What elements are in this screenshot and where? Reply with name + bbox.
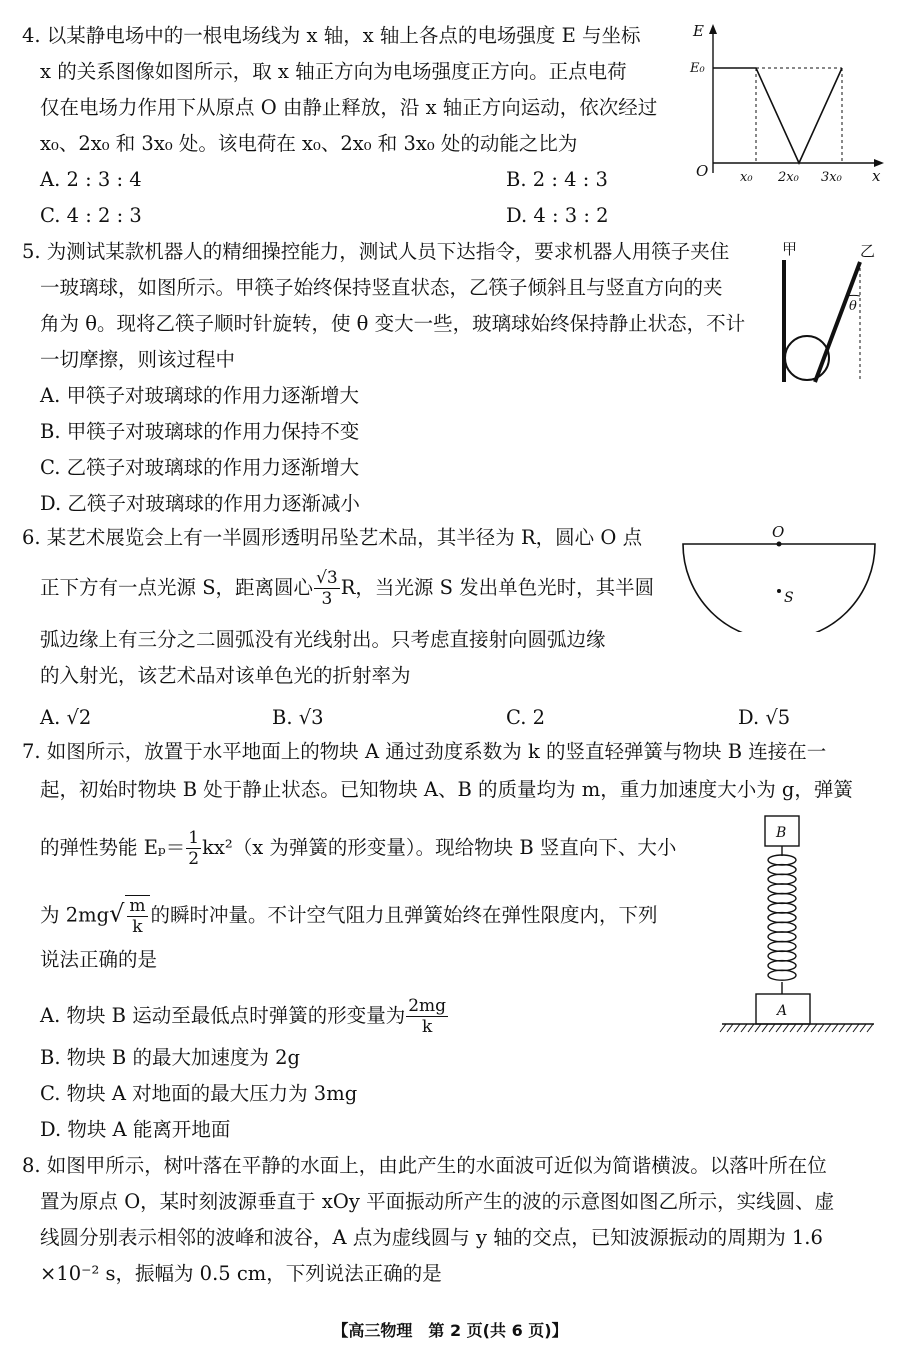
q7-line-4: 为 2mg√ $\frac{m}{k}$ 的瞬时冲量。不计空气阻力且弹簧始终在弹性限度内，下列 bbox=[40, 896, 658, 937]
q5-line-1: 5. 为测试某款机器人的精细操控能力，测试人员下达指令，要求机器人用筷子夹住 bbox=[22, 240, 730, 263]
q7-spring-coil bbox=[768, 903, 796, 913]
q7-hatch-line bbox=[846, 1024, 852, 1032]
q7-option-a[interactable]: A. 物块 B 运动至最低点时弹簧的形变量为 $\frac{2mg}{k}$ bbox=[40, 996, 447, 1037]
q7-hatch-line bbox=[720, 1024, 726, 1032]
q5-option-d[interactable]: D. 乙筷子对玻璃球的作用力逐渐减小 bbox=[40, 492, 360, 515]
q4-line-4: x₀、2x₀ 和 3x₀ 处。该电荷在 x₀、2x₀ 和 3x₀ 处的动能之比为 bbox=[40, 132, 578, 155]
q7-spring-coil bbox=[768, 884, 796, 894]
q7-hatch-line bbox=[727, 1024, 733, 1032]
q7-spring-coil bbox=[768, 932, 796, 942]
q8-line-2: 置为原点 O，某时刻波源垂直于 xOy 平面振动所产生的波的示意图如图乙所示，实线圆、虚 bbox=[40, 1190, 835, 1213]
q7-hatch-line bbox=[867, 1024, 873, 1032]
q7-spring-coil bbox=[768, 951, 796, 961]
q7-hatch-line bbox=[790, 1024, 796, 1032]
q8-line-1: 8. 如图甲所示，树叶落在平静的水面上，由此产生的水面波可近似为简谐横波。以落叶所在位 bbox=[22, 1154, 827, 1177]
q4-option-b[interactable]: B. 2 : 4 : 3 bbox=[506, 168, 608, 191]
q4-option-c[interactable]: C. 4 : 2 : 3 bbox=[40, 204, 142, 227]
q7-hatch-line bbox=[818, 1024, 824, 1032]
q7-hatch-line bbox=[755, 1024, 761, 1032]
q8-line-3: 线圆分别表示相邻的波峰和波谷，A 点为虚线圆与 y 轴的交点，已知波源振动的周期为 1.6 bbox=[40, 1226, 823, 1249]
q7-hatch-line bbox=[769, 1024, 775, 1032]
q7-spring-coil bbox=[768, 893, 796, 903]
q6-option-a[interactable]: A. √2 bbox=[40, 706, 92, 729]
q7-hatch-line bbox=[839, 1024, 845, 1032]
q4-tick-3: 3x₀ bbox=[821, 170, 842, 185]
q7-hatch-line bbox=[797, 1024, 803, 1032]
q4-option-a[interactable]: A. 2 : 3 : 4 bbox=[40, 168, 142, 191]
q7-hatch-line bbox=[811, 1024, 817, 1032]
q4-field-curve bbox=[713, 68, 842, 163]
q5-label-jia: 甲 bbox=[782, 240, 798, 258]
q6-source-label: S bbox=[784, 590, 794, 606]
q6-semicircle bbox=[683, 544, 875, 632]
q7-hatch-line bbox=[832, 1024, 838, 1032]
q4-line-1: 4. 以某静电场中的一根电场线为 x 轴，x 轴上各点的电场强度 E 与坐标 bbox=[22, 24, 641, 47]
q5-option-c[interactable]: C. 乙筷子对玻璃球的作用力逐渐增大 bbox=[40, 456, 360, 479]
q4-tick-1: x₀ bbox=[740, 170, 753, 185]
q6-option-d[interactable]: D. √5 bbox=[738, 706, 791, 729]
q4-origin-label: O bbox=[696, 162, 709, 180]
q7-hatch-line bbox=[762, 1024, 768, 1032]
q6-line-3: 弧边缘上有三分之二圆弧没有光线射出。只考虑直接射向圆弧边缘 bbox=[40, 628, 606, 651]
q7-spring-figure bbox=[718, 814, 878, 1036]
q7-hatch-line bbox=[804, 1024, 810, 1032]
q7-line-1: 7. 如图所示，放置于水平地面上的物块 A 通过劲度系数为 k 的竖直轻弹簧与物块 B 连接在一 bbox=[22, 740, 827, 763]
q4-e0-label: E₀ bbox=[690, 61, 705, 76]
q7-hatch-line bbox=[741, 1024, 747, 1032]
q7-block-b-label: B bbox=[776, 825, 787, 841]
q7-spring-coil bbox=[768, 961, 796, 971]
q5-option-a[interactable]: A. 甲筷子对玻璃球的作用力逐渐增大 bbox=[40, 384, 359, 407]
q7-spring-coil bbox=[768, 855, 796, 865]
q7-spring-coil bbox=[768, 922, 796, 932]
q5-angle-label: θ bbox=[849, 299, 857, 314]
q4-line-2: x 的关系图像如图所示，取 x 轴正方向为电场强度正方向。正点电荷 bbox=[40, 60, 627, 83]
q7-hatch-line bbox=[853, 1024, 859, 1032]
q7-ground-hatching bbox=[720, 1024, 873, 1032]
q8-line-4: ×10⁻² s，振幅为 0.5 cm，下列说法正确的是 bbox=[40, 1262, 442, 1285]
q6-semicircle-figure bbox=[680, 522, 880, 632]
q7-hatch-line bbox=[825, 1024, 831, 1032]
q4-x-axis-label: x bbox=[872, 167, 881, 185]
q7-hatch-line bbox=[748, 1024, 754, 1032]
q7-spring-coil bbox=[768, 913, 796, 923]
q7-option-d[interactable]: D. 物块 A 能离开地面 bbox=[40, 1118, 231, 1141]
q7-spring-coil bbox=[768, 865, 796, 875]
q5-line-3: 角为 θ。现将乙筷子顺时针旋转，使 θ 变大一些，玻璃球始终保持静止状态，不计 bbox=[40, 312, 746, 335]
q4-option-d[interactable]: D. 4 : 3 : 2 bbox=[506, 204, 609, 227]
q7-option-b[interactable]: B. 物块 B 的最大加速度为 2g bbox=[40, 1046, 301, 1069]
q6-line-4: 的入射光，该艺术品对该单色光的折射率为 bbox=[40, 664, 411, 687]
q7-spring-coil bbox=[768, 941, 796, 951]
q7-spring-coils bbox=[768, 855, 796, 980]
q4-y-axis-label: E bbox=[693, 22, 704, 40]
q5-chopsticks-figure bbox=[770, 236, 885, 386]
q6-option-c[interactable]: C. 2 bbox=[506, 706, 546, 729]
q7-hatch-line bbox=[783, 1024, 789, 1032]
q6-line-1: 6. 某艺术展览会上有一半圆形透明吊坠艺术品，其半径为 R，圆心 O 点 bbox=[22, 526, 643, 549]
q7-hatch-line bbox=[860, 1024, 866, 1032]
q4-e-x-graph bbox=[688, 18, 888, 190]
q6-center-label: O bbox=[772, 523, 785, 541]
q7-spring-coil bbox=[768, 970, 796, 980]
q5-option-b[interactable]: B. 甲筷子对玻璃球的作用力保持不变 bbox=[40, 420, 360, 443]
q7-line-3: 的弹性势能 Eₚ＝ $\frac{1}{2}$ kx²（x 为弹簧的形变量）。现给物块 B 竖直向下、大小 bbox=[40, 828, 677, 869]
q7-line-2: 起，初始时物块 B 处于静止状态。已知物块 A、B 的质量均为 m，重力加速度大小为 g，弹簧 bbox=[40, 778, 853, 801]
q7-block-a-label: A bbox=[777, 1003, 788, 1019]
q5-label-yi: 乙 bbox=[860, 242, 876, 260]
q4-e-x-line bbox=[713, 68, 842, 163]
q5-line-4: 一切摩擦，则该过程中 bbox=[40, 348, 236, 371]
q7-line-5: 说法正确的是 bbox=[40, 948, 158, 971]
q6-fraction: $\frac{√3}{3}$ bbox=[316, 568, 338, 609]
q4-line-3: 仅在电场力作用下从原点 O 由静止释放，沿 x 轴正方向运动，依次经过 bbox=[40, 96, 658, 119]
q7-fraction-half: $\frac{1}{2}$ bbox=[188, 828, 200, 869]
q7-hatch-line bbox=[776, 1024, 782, 1032]
page-footer: 【高三物理 第 2 页(共 6 页)】 bbox=[332, 1321, 568, 1340]
q6-line-2: 正下方有一点光源 S，距离圆心 $\frac{√3}{3}$ R，当光源 S 发出单色光时，其半圆 bbox=[40, 568, 655, 609]
q7-option-c[interactable]: C. 物块 A 对地面的最大压力为 3mg bbox=[40, 1082, 358, 1105]
q5-chopstick-yi bbox=[815, 262, 860, 382]
q7-option-a-fraction: $\frac{2mg}{k}$ bbox=[408, 996, 447, 1037]
q5-line-2: 一玻璃球，如图所示。甲筷子始终保持竖直状态，乙筷子倾斜且与竖直方向的夹 bbox=[40, 276, 723, 299]
q7-spring-coil bbox=[768, 874, 796, 884]
q4-tick-2: 2x₀ bbox=[778, 170, 799, 185]
q7-hatch-line bbox=[734, 1024, 740, 1032]
q6-option-b[interactable]: B. √3 bbox=[272, 706, 324, 729]
q7-sqrt-fraction: $\frac{m}{k}$ bbox=[125, 895, 149, 937]
